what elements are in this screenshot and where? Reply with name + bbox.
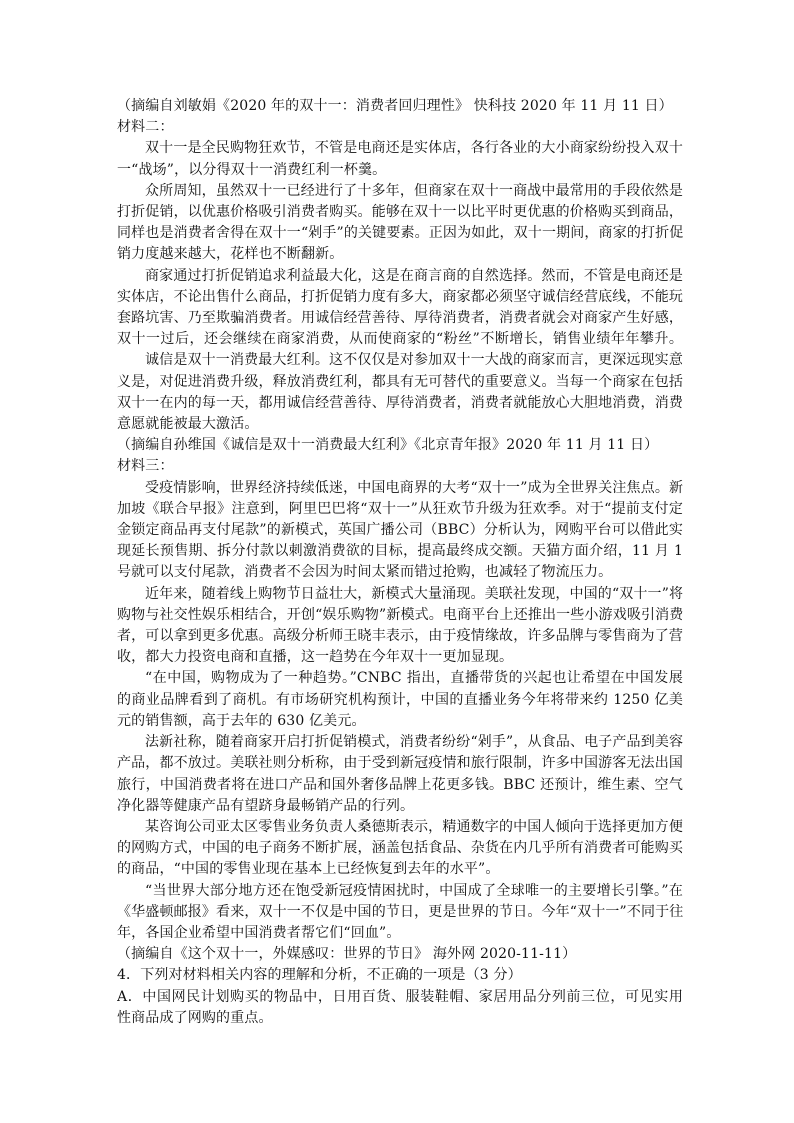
text-line: 旅行，中国消费者将在进口产品和国外奢侈品牌上花更多钱。BBC 还预计，维生素、空气	[117, 776, 683, 793]
text-line: 套路坑害、乃至欺骗消费者。用诚信经营善待、厚待消费者，消费者就会对商家产生好感，	[117, 310, 683, 327]
text-line: 受疫情影响，世界经济持续低迷，中国电商界的大考“双十一”成为全世界关注焦点。新	[145, 479, 683, 496]
text-line: 法新社称，随着商家开启打折促销模式，消费者纷纷“剁手”，从食品、电子产品到美容	[145, 734, 683, 751]
text-line: 产品，都不放过。美联社则分析称，由于受到新冠疫情和旅行限制，许多中国游客无法出国	[117, 755, 683, 772]
text-line: 众所周知，虽然双十一已经进行了十多年，但商家在双十一商战中最常用的手段依然是	[145, 182, 683, 199]
text-line: 年，各国企业希望中国消费者帮它们“回血”。	[117, 924, 401, 941]
text-line: 元的销售额，高于去年的 630 亿美元。	[117, 712, 366, 729]
text-line: 收，都大力投资电商和直播，这一趋势在今年双十一更加显现。	[117, 649, 514, 666]
text-line: 实体店，不论出售什么商品，打折促销力度有多大，商家都必须坚守诚信经营底线，不能玩	[117, 288, 683, 305]
text-line: 义是，对促进消费升级，释放消费红利，都具有无可替代的重要意义。当每一个商家在包括	[117, 373, 683, 390]
text-line: 材料二：	[117, 119, 174, 136]
text-line: “在中国，购物成为了一种趋势。”CNBC 指出，直播带货的兴起也让希望在中国发展	[145, 670, 683, 687]
text-line: （摘编自孙维国《诚信是双十一消费最大红利》《北京青年报》2020 年 11 月 11 日）	[117, 437, 659, 454]
text-line: 销力度越来越大，花样也不断翻新。	[117, 246, 344, 263]
text-line: 购物与社交性娱乐相结合，开创“娱乐购物”新模式。电商平台上还推出一些小游戏吸引消费	[117, 606, 683, 623]
text-line: 某咨询公司亚太区零售业务负责人桑德斯表示，精通数字的中国人倾向于选择更加方便	[145, 818, 683, 835]
text-line: 双十一过后，还会继续在商家消费，从而使商家的“粉丝”不断增长，销售业绩年年攀升。	[117, 331, 683, 348]
text-line: 的网购方式，中国的电子商务不断扩展，涵盖包括食品、杂货在内几乎所有消费者可能购买	[117, 840, 683, 857]
text-line: A．中国网民计划购买的物品中，日用百货、服装鞋帽、家居用品分列前三位，可见实用	[117, 988, 683, 1005]
text-line: 诚信是双十一消费最大红利。这不仅仅是对参加双十一大战的商家而言，更深远现实意	[145, 352, 683, 369]
text-line: 打折促销，以优惠价格吸引消费者购买。能够在双十一以比平时更优惠的价格购买到商品，	[117, 204, 683, 221]
text-line: 商家通过打折促销追求利益最大化，这是在商言商的自然选择。然而，不管是电商还是	[145, 267, 683, 284]
text-line: 双十一在内的每一天，都用诚信经营善待、厚待消费者，消费者就能放心大胆地消费，消费	[117, 394, 683, 411]
text-line: 性商品成了网购的重点。	[117, 1009, 273, 1026]
text-line: 现延长预售期、拆分付款以刺激消费欲的目标，提高最终成交额。天猫方面介绍，11 月 1	[117, 543, 683, 560]
document-body	[117, 96, 683, 1029]
text-line: “当世界大部分地方还在饱受新冠疫情困扰时，中国成了全球唯一的主要增长引擎。”在	[145, 882, 683, 899]
text-line: （摘编自刘敏娟《2020 年的双十一：消费者回归理性》 快科技 2020 年 11 月 11 日）	[117, 98, 673, 114]
text-line: 金锁定商品再支付尾款”的新模式，英国广播公司（BBC）分析认为，网购平台可以借此实	[117, 522, 683, 539]
text-line: 材料三：	[117, 458, 174, 475]
text-line: 的商业品牌看到了商机。有市场研究机构预计，中国的直播业务今年将带来约 1250 亿美	[117, 691, 683, 708]
text-line: 双十一是全民购物狂欢节，不管是电商还是实体店，各行各业的大小商家纷纷投入双十	[145, 140, 683, 157]
text-line: 意愿就能被最大激活。	[117, 416, 259, 433]
text-line: 的商品，“中国的零售业现在基本上已经恢复到去年的水平”。	[117, 861, 500, 878]
text-line: 一“战场”，以分得双十一消费红利一杯羹。	[117, 161, 387, 178]
text-line: 《华盛顿邮报》看来，双十一不仅是中国的节日，更是世界的节日。今年“双十一”不同于往	[117, 903, 683, 920]
text-line: 净化器等健康产品有望跻身最畅销产品的行列。	[117, 797, 415, 814]
text-line: 同样也是消费者舍得在双十一“剁手”的关键要素。正因为如此，双十一期间，商家的打折促	[117, 225, 683, 242]
text-line: 加坡《联合早报》注意到，阿里巴巴将“双十一”从狂欢节升级为狂欢季。对于“提前支付定	[117, 500, 683, 517]
text-line: 号就可以支付尾款，消费者不会因为时间太紧而错过抢购，也减轻了物流压力。	[117, 564, 613, 581]
text-line: 近年来，随着线上购物节日益壮大，新模式大量涌现。美联社发现，中国的“双十一”将	[145, 585, 683, 602]
text-line: 4．下列对材料相关内容的理解和分析，不正确的一项是（3 分）	[117, 967, 522, 984]
text-line: 者，可以拿到更多优惠。高级分析师王晓丰表示，由于疫情缘故，许多品牌与零售商为了营	[117, 628, 683, 645]
text-line: （摘编自《这个双十一，外媒感叹：世界的节日》 海外网 2020-11-11）	[117, 946, 577, 963]
